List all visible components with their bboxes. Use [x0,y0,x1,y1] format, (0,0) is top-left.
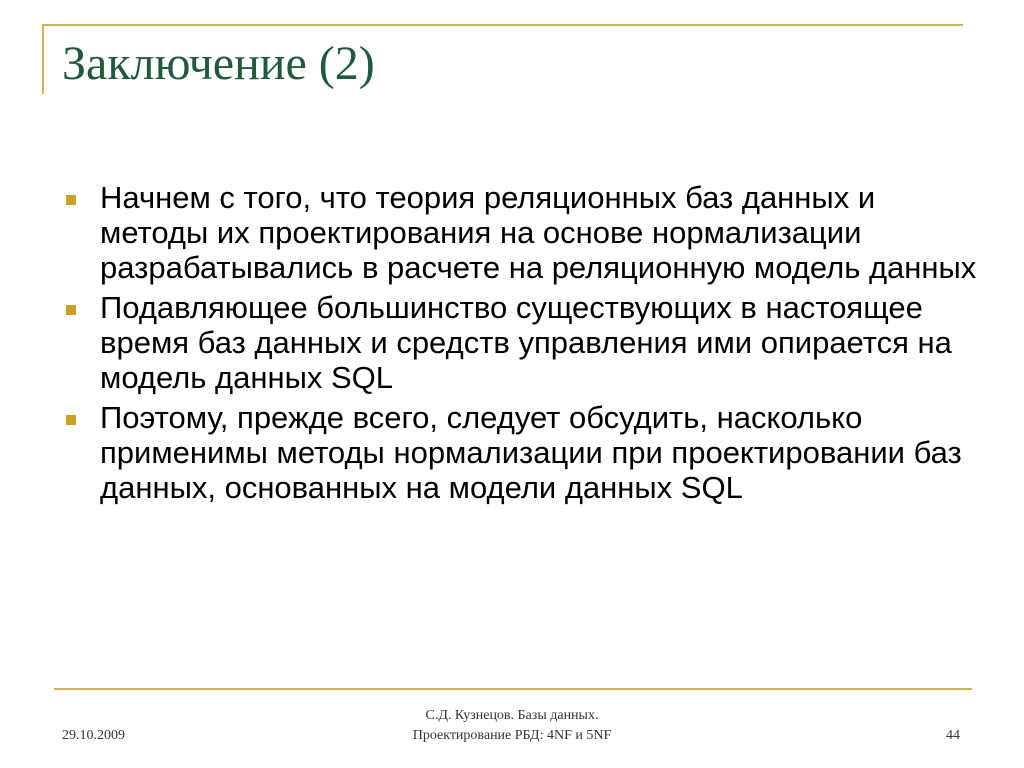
slide-title: Заключение (2) [62,37,375,90]
bullet-text: Поэтому, прежде всего, следует обсудить, насколько применимы методы нормализации при проектировании баз данных, основанных на модели данных SQL [100,400,962,505]
footer-author-line: С.Д. Кузнецов. Базы данных. [425,708,599,723]
square-bullet-icon [66,415,76,425]
bullet-item [62,180,982,285]
page-number: 44 [946,728,960,743]
footer-caption [362,706,662,746]
title-frame-left-line [42,24,44,94]
bullet-list [62,180,982,510]
square-bullet-icon [66,195,76,205]
title-frame-top-line [42,24,963,26]
square-bullet-icon [66,305,76,315]
bullet-text: Подавляющее большинство существующих в настоящее время баз данных и средств управления ими опирается на модель данных SQL [100,290,952,395]
footer-course-line: Проектирование РБД: 4NF и 5NF [412,728,612,743]
footer-divider [54,688,972,690]
footer-date: 29.10.2009 [62,728,125,743]
bullet-item [62,400,982,505]
bullet-text: Начнем с того, что теория реляционных баз данных и методы их проектирования на основе нормализации разрабатывались в расчете на реляционную модель данных [100,180,977,285]
bullet-item [62,290,982,395]
